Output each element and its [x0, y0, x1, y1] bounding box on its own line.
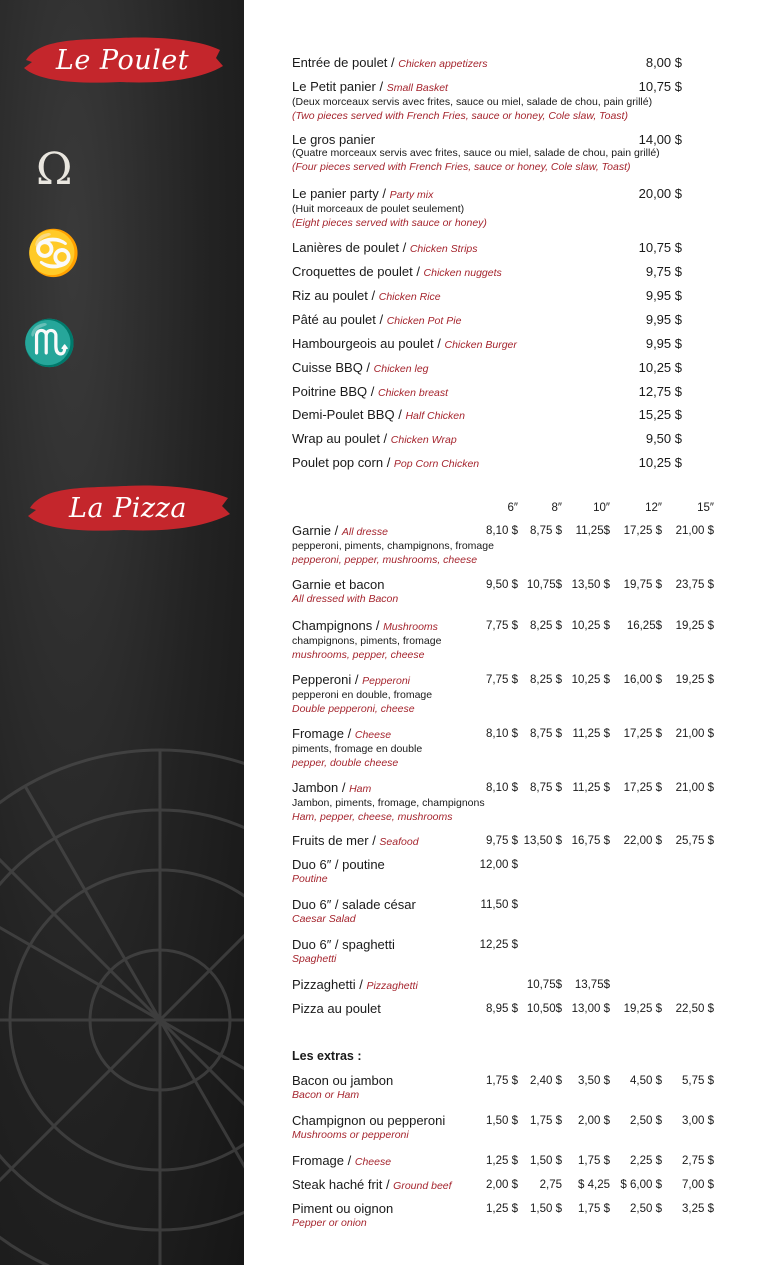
- item-name-en: Chicken leg: [373, 363, 429, 375]
- item-price: 12,75 $: [638, 384, 682, 399]
- item-description: (Huit morceaux de poulet seulement): [292, 203, 465, 215]
- item-name: Wrap au poulet: [292, 431, 380, 446]
- pizza-item: [292, 897, 722, 926]
- item-name-line: Fruits de mer / Seafood: [292, 833, 419, 848]
- extras-title: Les extras :: [292, 1049, 362, 1063]
- pizza-item: [292, 618, 722, 662]
- item-description-en: Double pepperoni, cheese: [292, 703, 415, 715]
- price-cell: 16,25$: [626, 620, 662, 632]
- item-name: Le panier party: [292, 186, 379, 201]
- price-cell: 7,00 $: [682, 1179, 714, 1191]
- extras-item: [292, 1113, 722, 1142]
- item-name-en: Chicken Strips: [409, 243, 478, 255]
- price-cell: 21,00 $: [675, 728, 714, 740]
- item-name-line: Fromage / Cheese: [292, 726, 392, 741]
- price-cell: 19,25 $: [623, 1003, 662, 1015]
- item-description-en: mushrooms, pepper, cheese: [292, 649, 425, 661]
- item-name-en: Mushrooms: [383, 621, 438, 633]
- item-price: 8,00 $: [645, 55, 682, 70]
- extras-item: [292, 1073, 722, 1102]
- price-cell: 10,75$: [526, 979, 562, 991]
- item-description-en: Caesar Salad: [292, 913, 356, 925]
- menu-content: [292, 0, 722, 1265]
- pizza-item: [292, 672, 722, 716]
- price-cell: 8,75 $: [530, 728, 562, 740]
- item-name-en: Pizzaghetti: [366, 980, 418, 992]
- price-cell: 22,00 $: [623, 835, 662, 847]
- chicken-item: [292, 384, 682, 401]
- price-cell: 17,25 $: [623, 525, 662, 537]
- price-cell: 13,50 $: [523, 835, 562, 847]
- item-name: Poitrine BBQ: [292, 384, 368, 399]
- item-name-en: Cheese: [354, 729, 392, 741]
- chicken-item: [292, 431, 682, 448]
- price-cell: 8,75 $: [530, 525, 562, 537]
- item-name-line: Poitrine BBQ / Chicken breast: [292, 384, 449, 399]
- item-name-en: All dresse: [341, 526, 388, 538]
- scorpio-symbol-icon: ♏: [22, 318, 77, 369]
- item-name: Entrée de poulet: [292, 55, 388, 70]
- price-cell: 3,25 $: [682, 1203, 714, 1215]
- chicken-item: [292, 455, 682, 472]
- chicken-item: [292, 79, 682, 123]
- price-cell: 9,50 $: [486, 579, 518, 591]
- item-price: 9,95 $: [645, 336, 682, 351]
- price-cell: 13,50 $: [571, 579, 610, 591]
- size-label: 8″: [551, 502, 562, 514]
- pizza-item: [292, 857, 722, 886]
- item-name: Duo 6″ / salade césar: [292, 897, 416, 912]
- item-name-line: Pâté au poulet / Chicken Pot Pie: [292, 312, 462, 327]
- price-cell: 1,25 $: [486, 1155, 518, 1167]
- item-name: Duo 6″ / poutine: [292, 857, 385, 872]
- price-cell: 5,75 $: [682, 1075, 714, 1087]
- price-cell: 2,00 $: [486, 1179, 518, 1191]
- pizza-section-banner: [24, 480, 232, 536]
- chicken-item: [292, 336, 682, 353]
- price-cell: 2,75 $: [682, 1155, 714, 1167]
- item-price: 9,50 $: [645, 431, 682, 446]
- price-cell: 17,25 $: [623, 728, 662, 740]
- price-cell: 19,75 $: [623, 579, 662, 591]
- item-name-line: Jambon / Ham: [292, 780, 372, 795]
- item-description: champignons, piments, fromage: [292, 635, 442, 647]
- item-name-line: Entrée de poulet / Chicken appetizers: [292, 55, 488, 70]
- price-cell: $ 4,25: [578, 1179, 610, 1191]
- sidebar: [0, 0, 244, 1265]
- pizza-item: [292, 937, 722, 966]
- pizza-item: [292, 523, 722, 567]
- item-name-line: [292, 132, 682, 147]
- extras-item: [292, 1177, 722, 1194]
- price-cell: 3,00 $: [682, 1115, 714, 1127]
- item-description-en: (Two pieces served with French Fries, sauce or honey, Cole slaw, Toast): [292, 110, 628, 122]
- item-name-line: Steak haché frit / Ground beef: [292, 1177, 452, 1192]
- item-name: Duo 6″ / spaghetti: [292, 937, 395, 952]
- item-name-en: Chicken Rice: [378, 291, 441, 303]
- chicken-item: [292, 360, 682, 377]
- item-name-line: Garnie / All dresse: [292, 523, 388, 538]
- price-cell: 17,25 $: [623, 782, 662, 794]
- item-name-line: Demi-Poulet BBQ / Half Chicken: [292, 407, 465, 422]
- item-name: Lanières de poulet: [292, 240, 399, 255]
- item-description-en: Bacon or Ham: [292, 1089, 360, 1101]
- price-cell: 25,75 $: [675, 835, 714, 847]
- item-description-en: pepperoni, pepper, mushrooms, cheese: [292, 554, 478, 566]
- item-description-en: Poutine: [292, 873, 328, 885]
- item-description: Jambon, piments, fromage, champignons: [292, 797, 485, 809]
- item-price: 15,25 $: [638, 407, 682, 422]
- item-name: Demi-Poulet BBQ: [292, 407, 395, 422]
- price-cell: 1,50 $: [486, 1115, 518, 1127]
- price-cell: 23,75 $: [675, 579, 714, 591]
- price-cell: 1,75 $: [530, 1115, 562, 1127]
- price-cell: 8,75 $: [530, 782, 562, 794]
- item-name: Croquettes de poulet: [292, 264, 413, 279]
- price-cell: 3,50 $: [578, 1075, 610, 1087]
- chicken-section-banner: [20, 32, 225, 88]
- price-cell: 10,50$: [526, 1003, 562, 1015]
- item-name: Riz au poulet: [292, 288, 368, 303]
- chicken-item: [292, 312, 682, 329]
- item-price: 9,95 $: [645, 288, 682, 303]
- chicken-item: [292, 288, 682, 305]
- price-cell: 2,25 $: [630, 1155, 662, 1167]
- price-cell: 4,50 $: [630, 1075, 662, 1087]
- price-cell: 19,25 $: [675, 674, 714, 686]
- item-name-line: Hambourgeois au poulet / Chicken Burger: [292, 336, 517, 351]
- pizza-item: [292, 726, 722, 770]
- price-cell: 2,50 $: [630, 1115, 662, 1127]
- chicken-section-title: Le Poulet: [55, 44, 190, 76]
- item-name-en: Chicken appetizers: [398, 58, 488, 70]
- item-name: Pepperoni: [292, 672, 352, 687]
- item-name-line: Le Petit panier / Small Basket: [292, 79, 448, 94]
- chicken-item: [292, 407, 682, 424]
- item-description: pepperoni, piments, champignons, fromage: [292, 540, 494, 552]
- item-name-line: Croquettes de poulet / Chicken nuggets: [292, 264, 502, 279]
- item-name: Fruits de mer: [292, 833, 369, 848]
- item-price: 10,75 $: [638, 79, 682, 94]
- item-name-line: Wrap au poulet / Chicken Wrap: [292, 431, 457, 446]
- item-description-en: Ham, pepper, cheese, mushrooms: [292, 811, 453, 823]
- extras-item: [292, 1201, 722, 1230]
- price-cell: 11,25 $: [572, 782, 610, 794]
- item-name-en: Seafood: [379, 836, 419, 848]
- item-name: Champignon ou pepperoni: [292, 1113, 446, 1128]
- item-name-en: Party mix: [389, 189, 434, 201]
- price-cell: 16,75 $: [571, 835, 610, 847]
- item-name-en: Chicken nuggets: [423, 267, 502, 279]
- price-cell: 21,00 $: [675, 782, 714, 794]
- item-description: (Deux morceaux servis avec frites, sauce ou miel, salade de chou, pain grillé): [292, 96, 653, 108]
- item-price: 10,75 $: [638, 240, 682, 255]
- item-description-en: Mushrooms or pepperoni: [292, 1129, 409, 1141]
- item-name-en: Small Basket: [386, 82, 448, 94]
- item-name-line: Fromage / Cheese: [292, 1153, 392, 1168]
- pizza-item: [292, 977, 722, 994]
- price-cell: 1,75 $: [486, 1075, 518, 1087]
- item-name: Bacon ou jambon: [292, 1073, 394, 1088]
- item-price: 20,00 $: [638, 186, 682, 201]
- item-name-line: Poulet pop corn / Pop Corn Chicken: [292, 455, 480, 470]
- pizza-item: [292, 1001, 722, 1016]
- item-price: 10,25 $: [638, 455, 682, 470]
- item-name: Le Petit panier: [292, 79, 376, 94]
- item-description-en: Pepper or onion: [292, 1217, 367, 1229]
- item-name-en: Pop Corn Chicken: [393, 458, 480, 470]
- item-name: Champignons: [292, 618, 373, 633]
- item-price: 10,25 $: [638, 360, 682, 375]
- size-label: 10″: [593, 502, 610, 514]
- item-name-en: Chicken Wrap: [390, 434, 457, 446]
- pizza-item: [292, 577, 722, 606]
- price-cell: 1,50 $: [530, 1203, 562, 1215]
- item-description: piments, fromage en double: [292, 743, 423, 755]
- price-cell: 8,25 $: [530, 620, 562, 632]
- item-description: pepperoni en double, fromage: [292, 689, 433, 701]
- size-label: 12″: [645, 502, 662, 514]
- item-name: Pizza au poulet: [292, 1001, 381, 1016]
- price-cell: 8,10 $: [486, 525, 518, 537]
- size-label: 6″: [507, 502, 518, 514]
- item-name: Garnie et bacon: [292, 577, 385, 592]
- chicken-item: [292, 132, 682, 174]
- item-name: Hambourgeois au poulet: [292, 336, 434, 351]
- item-name-en: Chicken Burger: [444, 339, 517, 351]
- price-cell: 2,00 $: [578, 1115, 610, 1127]
- price-cell: 8,25 $: [530, 674, 562, 686]
- item-name: Pizzaghetti: [292, 977, 356, 992]
- price-cell: 1,50 $: [530, 1155, 562, 1167]
- item-name: Garnie: [292, 523, 332, 538]
- pizza-item: [292, 833, 722, 850]
- pizza-section-title: La Pizza: [69, 492, 187, 524]
- price-cell: 10,25 $: [571, 674, 610, 686]
- price-cell: 1,75 $: [578, 1155, 610, 1167]
- item-price: 9,75 $: [645, 264, 682, 279]
- price-cell: 8,10 $: [486, 728, 518, 740]
- price-cell: 10,25 $: [571, 620, 610, 632]
- item-name-line: Lanières de poulet / Chicken Strips: [292, 240, 478, 255]
- price-cell: $ 6,00 $: [620, 1179, 662, 1191]
- extras-item: [292, 1153, 722, 1170]
- pizza-item: [292, 780, 722, 824]
- item-name: Pâté au poulet: [292, 312, 376, 327]
- price-cell: 2,75: [539, 1179, 562, 1191]
- zodiac-wheel-icon: [0, 740, 244, 1265]
- item-price: 9,95 $: [645, 312, 682, 327]
- item-name: Piment ou oignon: [292, 1201, 394, 1216]
- item-name-en: Ground beef: [393, 1180, 452, 1192]
- price-cell: 2,50 $: [630, 1203, 662, 1215]
- item-name: Cuisse BBQ: [292, 360, 363, 375]
- item-name-en: Ham: [349, 783, 372, 795]
- price-cell: 12,25 $: [479, 939, 518, 951]
- chicken-item: [292, 240, 682, 257]
- price-cell: 19,25 $: [675, 620, 714, 632]
- item-description-en: pepper, double cheese: [292, 757, 399, 769]
- chicken-item: [292, 186, 682, 230]
- item-description-en: (Four pieces served with French Fries, sauce or honey, Cole slaw, Toast): [292, 161, 631, 173]
- item-name: Steak haché frit: [292, 1177, 383, 1192]
- item-description-en: All dressed with Bacon: [292, 593, 399, 605]
- price-cell: 13,75$: [574, 979, 610, 991]
- price-cell: 11,25$: [575, 525, 610, 537]
- item-name: Fromage: [292, 726, 345, 741]
- price-cell: 12,00 $: [479, 859, 518, 871]
- item-description-en: Spaghetti: [292, 953, 337, 965]
- item-name: Le gros panier: [292, 132, 376, 147]
- omega-symbol-icon: Ω: [36, 144, 73, 195]
- price-cell: 7,75 $: [486, 674, 518, 686]
- item-name-line: Cuisse BBQ / Chicken leg: [292, 360, 429, 375]
- price-cell: 1,75 $: [578, 1203, 610, 1215]
- cancer-symbol-icon: ♋: [26, 228, 81, 279]
- price-cell: 10,75$: [526, 579, 562, 591]
- price-cell: 11,25 $: [572, 728, 610, 740]
- item-name-line: Riz au poulet / Chicken Rice: [292, 288, 441, 303]
- item-name-line: Pizzaghetti / Pizzaghetti: [292, 977, 418, 992]
- item-name: Poulet pop corn: [292, 455, 384, 470]
- chicken-item: [292, 55, 682, 72]
- item-name-en: Chicken breast: [378, 387, 449, 399]
- item-name-en: Half Chicken: [405, 410, 465, 422]
- price-cell: 8,95 $: [486, 1003, 518, 1015]
- item-name-line: Pepperoni / Pepperoni: [292, 672, 410, 687]
- price-cell: 7,75 $: [486, 620, 518, 632]
- item-description: (Quatre morceaux servis avec frites, sauce ou miel, salade de chou, pain grillé): [292, 147, 660, 159]
- price-cell: 13,00 $: [571, 1003, 610, 1015]
- price-cell: 1,25 $: [486, 1203, 518, 1215]
- price-cell: 8,10 $: [486, 782, 518, 794]
- price-cell: 2,40 $: [530, 1075, 562, 1087]
- item-name-en: Pepperoni: [362, 675, 410, 687]
- chicken-item: [292, 264, 682, 281]
- item-description-en: (Eight pieces served with sauce or honey): [292, 217, 487, 229]
- item-name-en: Chicken Pot Pie: [386, 315, 462, 327]
- item-name: Fromage: [292, 1153, 345, 1168]
- size-label: 15″: [697, 502, 714, 514]
- price-cell: 22,50 $: [675, 1003, 714, 1015]
- price-cell: 16,00 $: [623, 674, 662, 686]
- item-name-en: Cheese: [354, 1156, 392, 1168]
- item-price: 14,00 $: [638, 132, 682, 147]
- price-cell: 21,00 $: [675, 525, 714, 537]
- price-cell: 11,50 $: [480, 899, 518, 911]
- price-cell: 9,75 $: [486, 835, 518, 847]
- item-name-line: Le panier party / Party mix: [292, 186, 434, 201]
- item-name: Jambon: [292, 780, 339, 795]
- item-name-line: Champignons / Mushrooms: [292, 618, 438, 633]
